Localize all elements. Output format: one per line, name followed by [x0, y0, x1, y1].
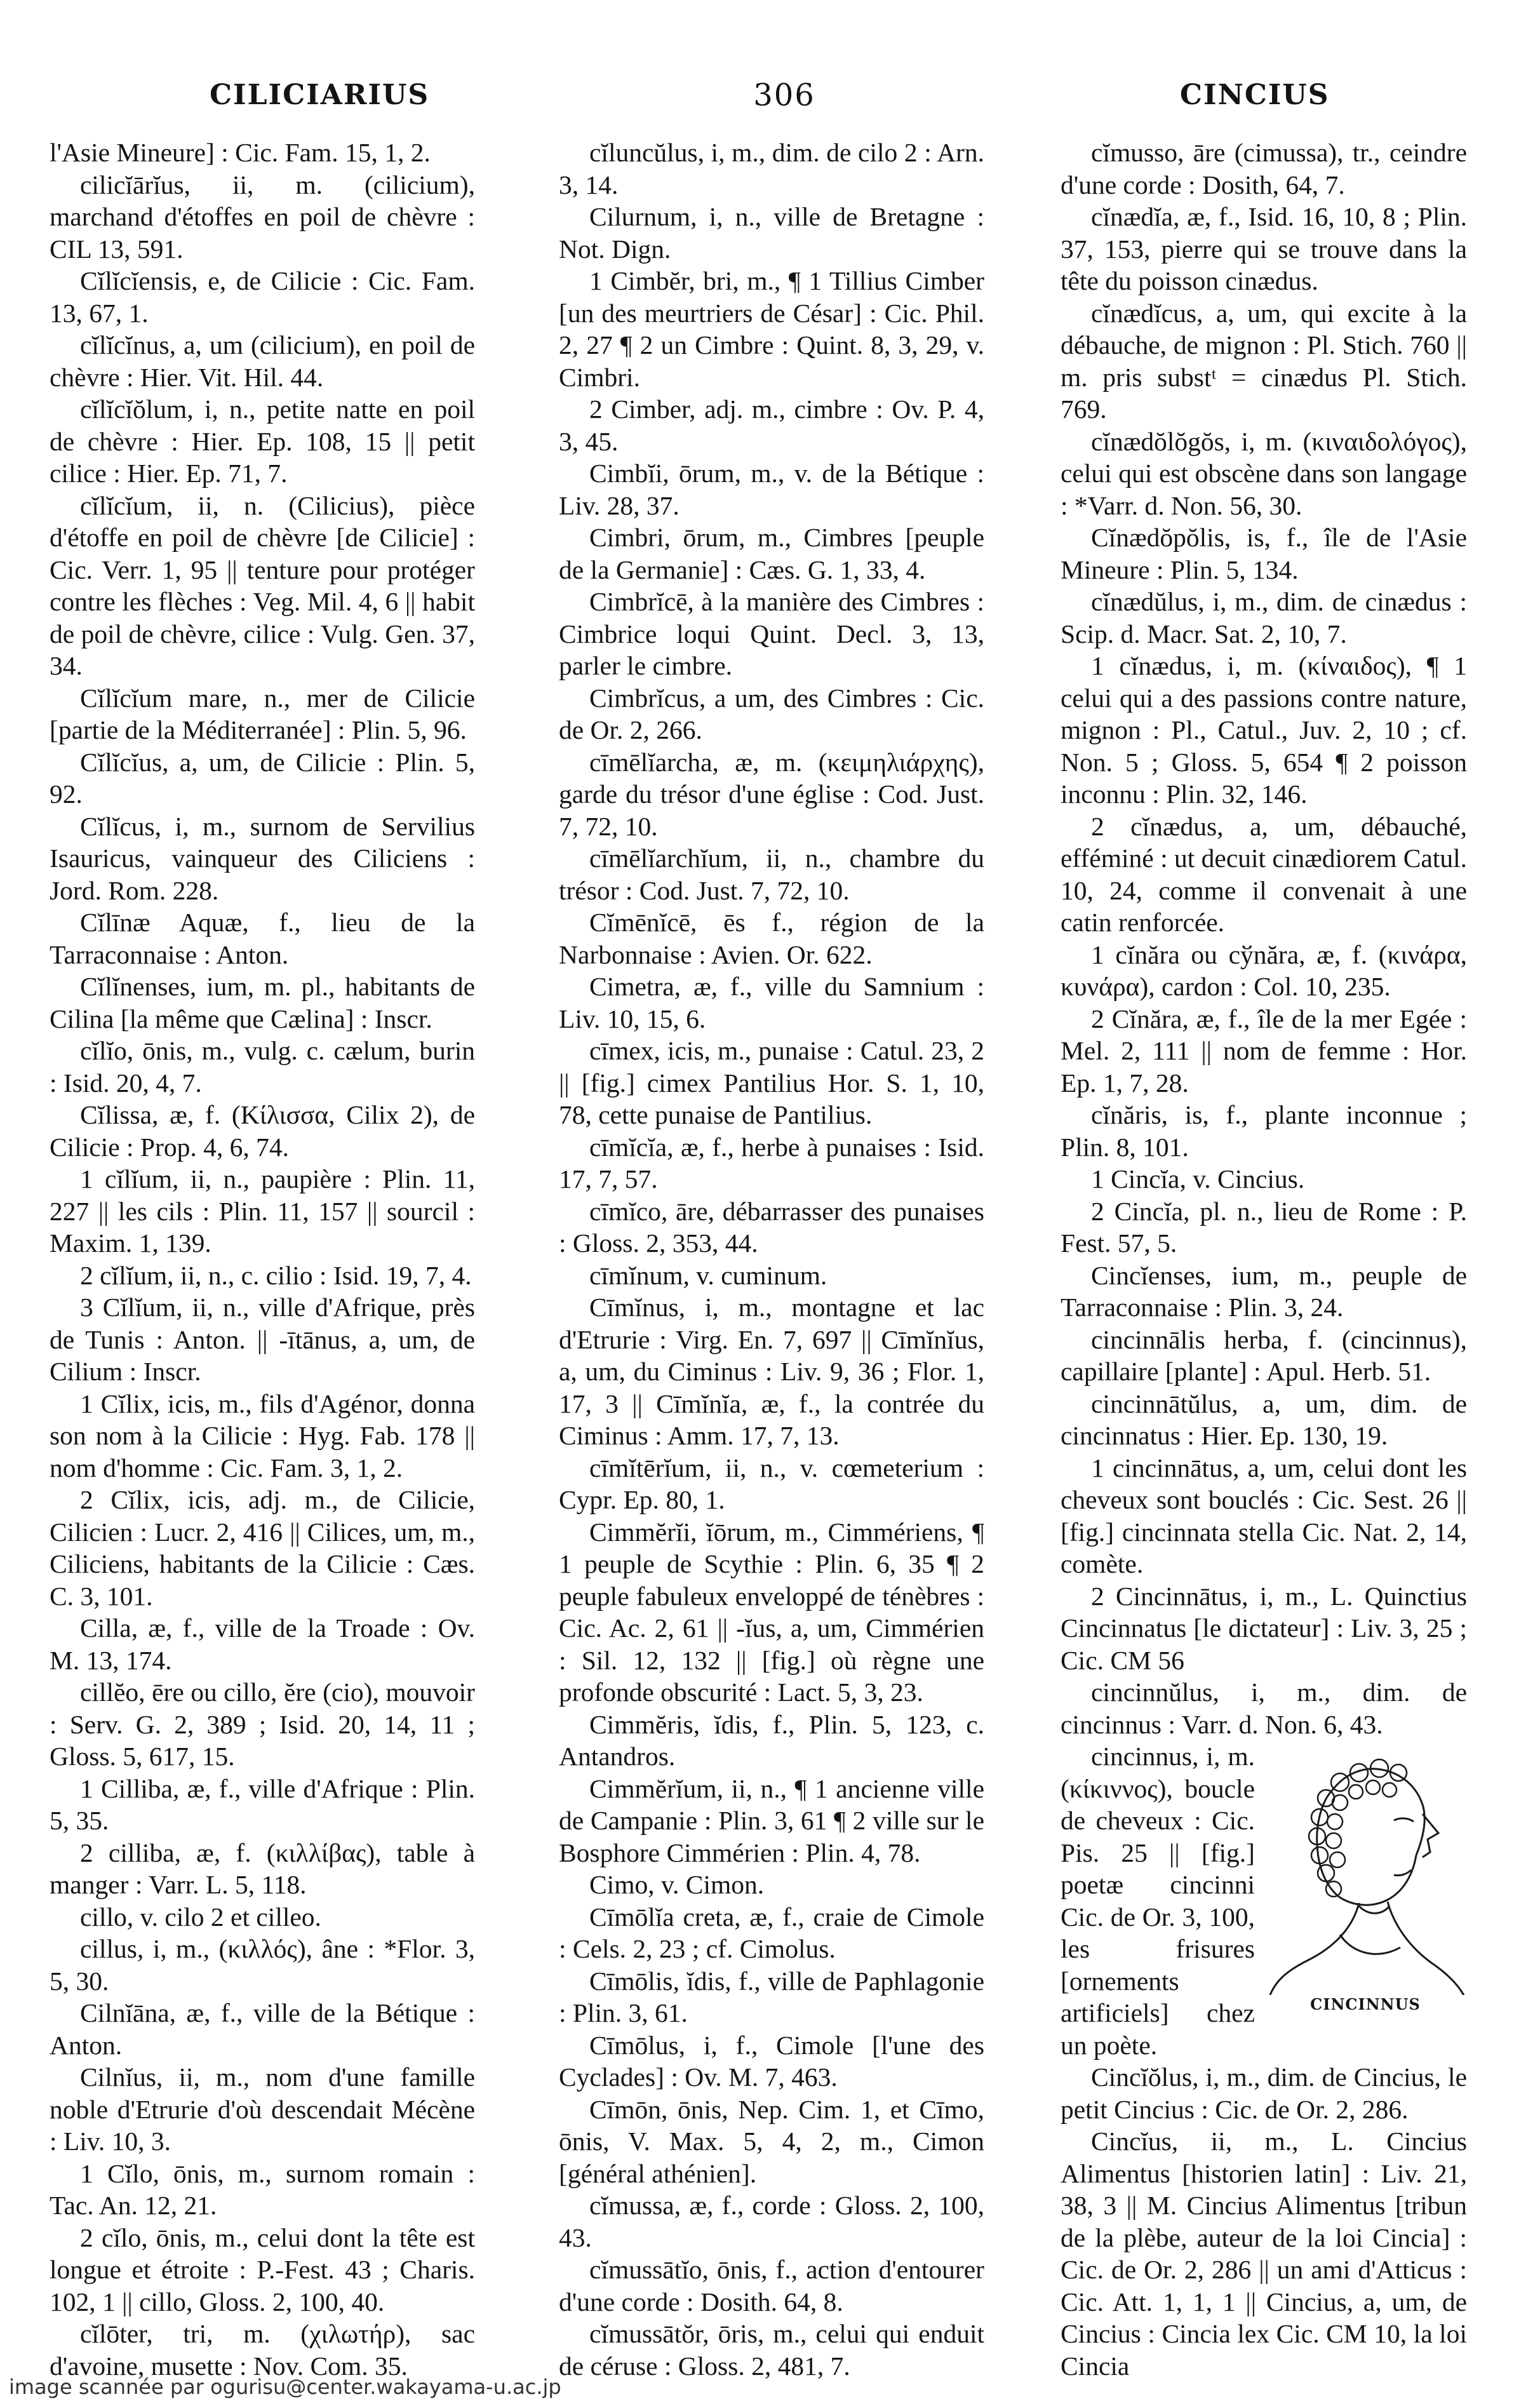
dictionary-entry: cĭmussātĭo, ōnis, f., action d'entourer d'une corde : Dosith. 64, 8.: [559, 2255, 984, 2316]
dictionary-entry: cillĕo, ēre ou cillo, ĕre (cio), mouvoir : Serv. G. 2, 389 ; Isid. 20, 14, 11 ; Gloss. 5, 617, 15.: [50, 1677, 475, 1771]
dictionary-entry: cĭlĭo, ōnis, m., vulg. c. cælum, burin : Isid. 20, 4, 7.: [50, 1036, 475, 1098]
dictionary-entry: 2 Cincinnātus, i, m., L. Quinctius Cincinnatus [le dictateur] : Liv. 3, 25 ; Cic. CM 56: [1061, 1581, 1467, 1675]
dictionary-entry: Cilnĭāna, æ, f., ville de la Bétique : Anton.: [50, 1998, 475, 2060]
dictionary-entry: cincinnus, i, m. (κίκιννος), boucle de cheveux : Cic. Pis. 25 || [fig.] poetæ cincinni Cic. de Or. 3, 100, les frisures [ornements artificiels] chez un poète.: [1061, 1742, 1255, 2060]
footer-text: image scannée par ogurisu@center.wakayama-u.ac.jp: [9, 2375, 561, 2399]
page-number: 306: [753, 77, 815, 113]
dictionary-entry: 1 Cilliba, æ, f., ville d'Afrique : Plin. 5, 35.: [50, 1773, 475, 1835]
dictionary-entry: Cīmōlis, ĭdis, f., ville de Paphlagonie : Plin. 3, 61.: [559, 1966, 984, 2027]
dictionary-entry: Cīmōn, ōnis, Nep. Cim. 1, et Cīmo, ōnis, V. Max. 5, 4, 2, m., Cimon [général athénien].: [559, 2094, 984, 2188]
dictionary-entry: Cimmĕris, ĭdis, f., Plin. 5, 123, c. Antandros.: [559, 1709, 984, 1771]
dictionary-entry: Cĭlissa, æ, f. (Κίλισσα, Cilix 2), de Cilicie : Prop. 4, 6, 74.: [50, 1100, 475, 1162]
dictionary-entry: Cincĭus, ii, m., L. Cincius Alimentus [historien latin] : Liv. 21, 38, 3 || M. Cincius Alimentus [tribun de la plèbe, auteur de la loi Cincia] : Cic. de Or. 2, 286 || un ami d'Atticus : Cic. Att. 1, 1, 1 || Cincius, a, um, de Cincius : Cincia lex Cic. CM 10, la loi Cincia: [1061, 2127, 1467, 2381]
dictionary-entry: 2 cĭlĭum, ii, n., c. cilio : Isid. 19, 7, 4.: [80, 1260, 472, 1290]
dictionary-entry: 2 cilliba, æ, f. (κιλλίβας), table à manger : Varr. L. 5, 118.: [50, 1838, 475, 1899]
running-head-left: CILICIARIUS: [210, 79, 430, 111]
dictionary-entry: Cimbrĭcus, a um, des Cimbres : Cic. de Or. 2, 266.: [559, 683, 984, 744]
dictionary-entry: Cimbrĭcē, à la manière des Cimbres : Cimbrice loqui Quint. Decl. 3, 13, parler le cimbre.: [559, 587, 984, 680]
dictionary-entry: cīmĭcĭa, æ, f., herbe à punaises : Isid. 17, 7, 57.: [559, 1132, 984, 1193]
dictionary-entry: 1 Cĭlo, ōnis, m., surnom romain : Tac. An. 12, 21.: [50, 2158, 475, 2220]
dictionary-entry: cīmĭnum, v. cuminum.: [589, 1260, 827, 1290]
dictionary-entry: Cimetra, æ, f., ville du Samnium : Liv. 10, 15, 6.: [559, 972, 984, 1033]
dictionary-entry: cĭlĭcĭnus, a, um (cilicium), en poil de chèvre : Hier. Vit. Hil. 44.: [50, 330, 475, 392]
dictionary-entry: 1 cĭnăra ou cўnăra, æ, f. (κινάρα, κυνάρα), cardon : Col. 10, 235.: [1061, 939, 1467, 1001]
scan-credit-footer: [0, 2374, 1540, 2400]
page-header: [0, 76, 1540, 127]
dictionary-entry: Cimmĕrĭum, ii, n., ¶ 1 ancienne ville de Campanie : Plin. 3, 61 ¶ 2 ville sur le Bosphore Cimmérien : Plin. 4, 78.: [559, 1773, 984, 1867]
dictionary-entry: cĭnædĭa, æ, f., Isid. 16, 10, 8 ; Plin. 37, 153, pierre qui se trouve dans la tête du poisson cinædus.: [1061, 202, 1467, 295]
dictionary-entry: cīmĭtērĭum, ii, n., v. cœmeterium : Cypr. Ep. 80, 1.: [559, 1453, 984, 1514]
dictionary-entry: cĭlōter, tri, m. (χιλωτήρ), sac d'avoine, musette : Nov. Com. 35.: [50, 2319, 475, 2381]
dictionary-entry: cĭnædŏlŏgŏs, i, m. (κιναιδολόγος), celui qui est obscène dans son langage : *Varr. d. Non. 56, 30.: [1061, 426, 1467, 520]
dictionary-entry: cĭmusso, āre (cimussa), tr., ceindre d'une corde : Dosith, 64, 7.: [1061, 138, 1467, 199]
dictionary-entry: cĭluncŭlus, i, m., dim. de cilo 2 : Arn. 3, 14.: [559, 138, 984, 199]
running-head-right: CINCIUS: [1180, 79, 1330, 111]
dictionary-column-2: [559, 137, 984, 2382]
dictionary-column-3: [1061, 137, 1467, 2382]
dictionary-entry: 3 Cĭlĭum, ii, n., ville d'Afrique, près de Tunis : Anton. || -ītānus, a, um, de Cilium : Inscr.: [50, 1293, 475, 1386]
dictionary-entry: cĭmussātŏr, ōris, m., celui qui enduit de céruse : Gloss. 2, 481, 7.: [559, 2319, 984, 2381]
dictionary-entry: 1 cĭlĭum, ii, n., paupière : Plin. 11, 227 || les cils : Plin. 11, 157 || sourcil : Maxim. 1, 139.: [50, 1164, 475, 1258]
dictionary-entry: cīmēlĭarcha, æ, m. (κειμηλιάρχης), garde du trésor d'une église : Cod. Just. 7, 72, 10.: [559, 747, 984, 841]
dictionary-entry: Cimo, v. Cimon.: [589, 1870, 765, 1899]
dictionary-entry: 1 Cincĭa, v. Cincius.: [1091, 1164, 1305, 1193]
dictionary-entry: Cimbri, ōrum, m., Cimbres [peuple de la Germanie] : Cæs. G. 1, 33, 4.: [559, 523, 984, 584]
dictionary-entry: Cilurnum, i, n., ville de Bretagne : Not. Dign.: [559, 202, 984, 264]
dictionary-entry: cincinnātŭlus, a, um, dim. de cincinnatus : Hier. Ep. 130, 19.: [1061, 1388, 1467, 1450]
dictionary-entry: cĭlĭcĭum, ii, n. (Cilicius), pièce d'étoffe en poil de chèvre [de Cilicie] : Cic. Verr. 1, 95 || tenture pour protéger contre les flèches : Veg. Mil. 4, 6 || habit de poil de chèvre, cilice : Vulg. Gen. 37, 34.: [50, 490, 475, 680]
dictionary-entry: Cincĭenses, ium, m., peuple de Tarraconnaise : Plin. 3, 24.: [1061, 1260, 1467, 1322]
dictionary-entry: cilicĭārĭus, ii, m. (cilicium), marchand d'étoffes en poil de chèvre : CIL 13, 591.: [50, 170, 475, 264]
dictionary-entry: cīmex, icis, m., punaise : Catul. 23, 2 || [fig.] cimex Pantilius Hor. S. 1, 10, 78, cette punaise de Pantilius.: [559, 1036, 984, 1129]
dictionary-entry: Cimbĭi, ōrum, m., v. de la Bétique : Liv. 28, 37.: [559, 459, 984, 520]
bust-drawing: [1264, 1744, 1467, 1995]
dictionary-entry: Cĭlĭnenses, ium, m. pl., habitants de Cilina [la même que Cælina] : Inscr.: [50, 972, 475, 1033]
dictionary-entry: 1 Cĭlix, icis, m., fils d'Agénor, donna son nom à la Cilicie : Hyg. Fab. 178 || nom d'homme : Cic. Fam. 3, 1, 2.: [50, 1388, 475, 1482]
dictionary-entry: cĭnædĭcus, a, um, qui excite à la débauche, de mignon : Pl. Stich. 760 || m. pris substᵗ = cinædus Pl. Stich. 769.: [1061, 298, 1467, 424]
dictionary-entry: Cĭlĭcus, i, m., surnom de Servilius Isauricus, vainqueur des Ciliciens : Jord. Rom. 228.: [50, 811, 475, 905]
dictionary-entry: 2 Cĭnăra, æ, f., île de la mer Egée : Mel. 2, 111 || nom de femme : Hor. Ep. 1, 7, 28.: [1061, 1004, 1467, 1098]
dictionary-entry: cillus, i, m., (κιλλός), âne : *Flor. 3, 5, 30.: [50, 1934, 475, 1996]
dictionary-entry: 1 cĭnædus, i, m. (κίναιδος), ¶ 1 celui qui a des passions contre nature, mignon : Pl., Catul., Juv. 2, 10 ; cf. Non. 5 ; Gloss. 5, 654 ¶ 2 poisson inconnu : Plin. 32, 146.: [1061, 651, 1467, 809]
dictionary-entry: l'Asie Mineure] : Cic. Fam. 15, 1, 2.: [50, 138, 431, 167]
dictionary-entry: cincinnālis herba, f. (cincinnus), capillaire [plante] : Apul. Herb. 51.: [1061, 1324, 1467, 1386]
dictionary-entry: cĭlĭcĭŏlum, i, n., petite natte en poil de chèvre : Hier. Ep. 108, 15 || petit cilice : Hier. Ep. 71, 7.: [50, 394, 475, 488]
dictionary-entry: Cĭlĭcĭum mare, n., mer de Cilicie [partie de la Méditerranée] : Plin. 5, 96.: [50, 683, 475, 744]
dictionary-entry: cincinnŭlus, i, m., dim. de cincinnus : Varr. d. Non. 6, 43.: [1061, 1677, 1467, 1739]
dictionary-entry: Cĭlīnæ Aquæ, f., lieu de la Tarraconnaise : Anton.: [50, 908, 475, 969]
dictionary-entry: cīmĭco, āre, débarrasser des punaises : Gloss. 2, 353, 44.: [559, 1196, 984, 1258]
dictionary-entry: cĭmussa, æ, f., corde : Gloss. 2, 100, 43.: [559, 2191, 984, 2252]
cincinnus-illustration: [1264, 1744, 1467, 2017]
dictionary-entry: Cīmĭnus, i, m., montagne et lac d'Etrurie : Virg. En. 7, 697 || Cīmĭnĭus, a, um, du Ciminus : Liv. 9, 36 ; Flor. 1, 17, 3 || Cīmĭnĭa, æ, f., la contrée du Ciminus : Amm. 17, 7, 13.: [559, 1293, 984, 1450]
dictionary-entry: 2 Cimber, adj. m., cimbre : Ov. P. 4, 3, 45.: [559, 394, 984, 456]
dictionary-column-1: [50, 137, 475, 2382]
dictionary-entry: cĭnædŭlus, i, m., dim. de cinædus : Scip. d. Macr. Sat. 2, 10, 7.: [1061, 587, 1467, 649]
dictionary-entry: Cīmōlus, i, f., Cimole [l'une des Cyclades] : Ov. M. 7, 463.: [559, 2030, 984, 2092]
dictionary-entry: 1 Cimbĕr, bri, m., ¶ 1 Tillius Cimber [un des meurtriers de César] : Cic. Phil. 2, 27 ¶ 2 un Cimbre : Quint. 8, 3, 29, v. Cimbri.: [559, 266, 984, 392]
dictionary-entry: Cĭlĭcĭus, a, um, de Cilicie : Plin. 5, 92.: [50, 747, 475, 809]
dictionary-entry: 2 cĭnædus, a, um, débauché, efféminé : ut decuit cinædiorem Catul. 10, 24, comme il convenait à une catin renforcée.: [1061, 811, 1468, 937]
dictionary-entry: Cincĭŏlus, i, m., dim. de Cincius, le petit Cincius : Cic. de Or. 2, 286.: [1061, 2062, 1467, 2124]
dictionary-entry: Cĭmēnĭcē, ēs f., région de la Narbonnaise : Avien. Or. 622.: [559, 908, 984, 969]
dictionary-entry: cillo, v. cilo 2 et cilleo.: [80, 1902, 321, 1932]
dictionary-entry: Cĭlĭcĭensis, e, de Cilicie : Cic. Fam. 13, 67, 1.: [50, 266, 475, 328]
dictionary-entry: cĭnăris, is, f., plante inconnue ; Plin. 8, 101.: [1061, 1100, 1467, 1162]
illustration-caption: CINCINNUS: [1310, 1995, 1421, 2013]
dictionary-entry: Cilnĭus, ii, m., nom d'une famille noble d'Etrurie d'où descendait Mécène : Liv. 10, 3.: [50, 2062, 475, 2156]
dictionary-entry: 2 Cincĭa, pl. n., lieu de Rome : P. Fest. 57, 5.: [1061, 1196, 1467, 1258]
dictionary-entry: Cimmĕrĭi, ĭōrum, m., Cimmériens, ¶ 1 peuple de Scythie : Plin. 6, 35 ¶ 2 peuple fabuleux enveloppé de ténèbres : Cic. Ac. 2, 61 || -ĭus, a, um, Cimmérien : Sil. 12, 132 || [fig.] où règne une profonde obscurité : Lact. 5, 3, 23.: [559, 1517, 984, 1707]
dictionary-entry: cīmēlĭarchĭum, ii, n., chambre du trésor : Cod. Just. 7, 72, 10.: [559, 843, 984, 905]
dictionary-entry: 1 cincinnātus, a, um, celui dont les cheveux sont bouclés : Cic. Sest. 26 || [fig.] cincinnata stella Cic. Nat. 2, 14, comète.: [1061, 1453, 1467, 1578]
dictionary-entry: 2 Cĭlix, icis, adj. m., de Cilicie, Cilicien : Lucr. 2, 416 || Cilices, um, m., Ciliciens, habitants de la Cilicie : Cæs. C. 3, 101.: [50, 1485, 475, 1611]
dictionary-entry: Cĭnædŏpŏlis, is, f., île de l'Asie Mineure : Plin. 5, 134.: [1061, 523, 1467, 584]
dictionary-entry: Cīmōlĭa creta, æ, f., craie de Cimole : Cels. 2, 23 ; cf. Cimolus.: [559, 1902, 984, 1963]
dictionary-entry: 2 cĭlo, ōnis, m., celui dont la tête est longue et étroite : P.-Fest. 43 ; Charis. 102, 1 || cillo, Gloss. 2, 100, 40.: [50, 2222, 475, 2316]
dictionary-entry: Cilla, æ, f., ville de la Troade : Ov. M. 13, 174.: [50, 1613, 475, 1675]
